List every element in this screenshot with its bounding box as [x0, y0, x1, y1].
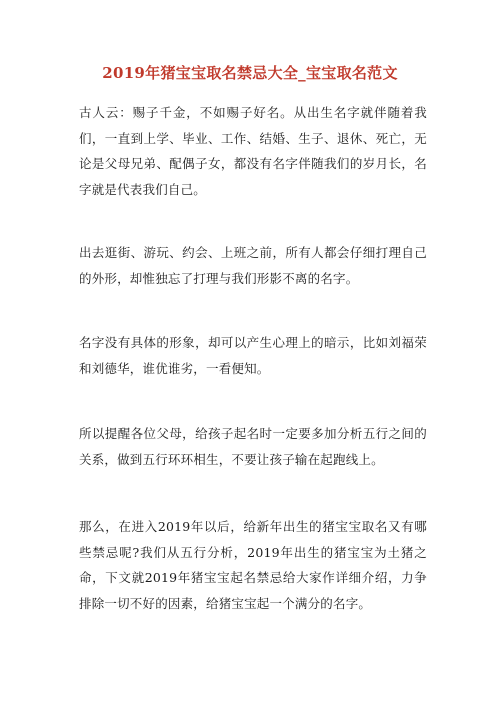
document-title: 2019年猪宝宝取名禁忌大全_宝宝取名范文 [102, 64, 398, 82]
paragraph-4: 所以提醒各位父母，给孩子起名时一定要多加分析五行之间的关系，做到五行环环相生，不要让孩子输在起跑线上。 [79, 426, 427, 467]
paragraph-2: 出去逛街、游玩、约会、上班之前，所有人都会仔细打理自己的外形，却惟独忘了打理与我们形影不离的名字。 [79, 245, 427, 286]
paragraph-3: 名字没有具体的形象，却可以产生心理上的暗示，比如刘福荣和刘德华，谁优谁劣，一看便知。 [79, 335, 427, 376]
paragraph-5: 那么，在进入2019年以后，给新年出生的猪宝宝取名又有哪些禁忌呢?我们从五行分析，2019年出生的猪宝宝为土猪之命，下文就2019年猪宝宝起名禁忌给大家作详细介绍，力争排除一切不好的因素，给猪宝宝起一个满分的名字。 [79, 519, 427, 611]
paragraph-1: 古人云：赐子千金，不如赐子好名。从出生名字就伴随着我们，一直到上学、毕业、工作、结婚、生子、退休、死亡，无论是父母兄弟、配偶子女，都没有名字伴随我们的岁月长，名字就是代表我们自己。 [79, 105, 427, 197]
